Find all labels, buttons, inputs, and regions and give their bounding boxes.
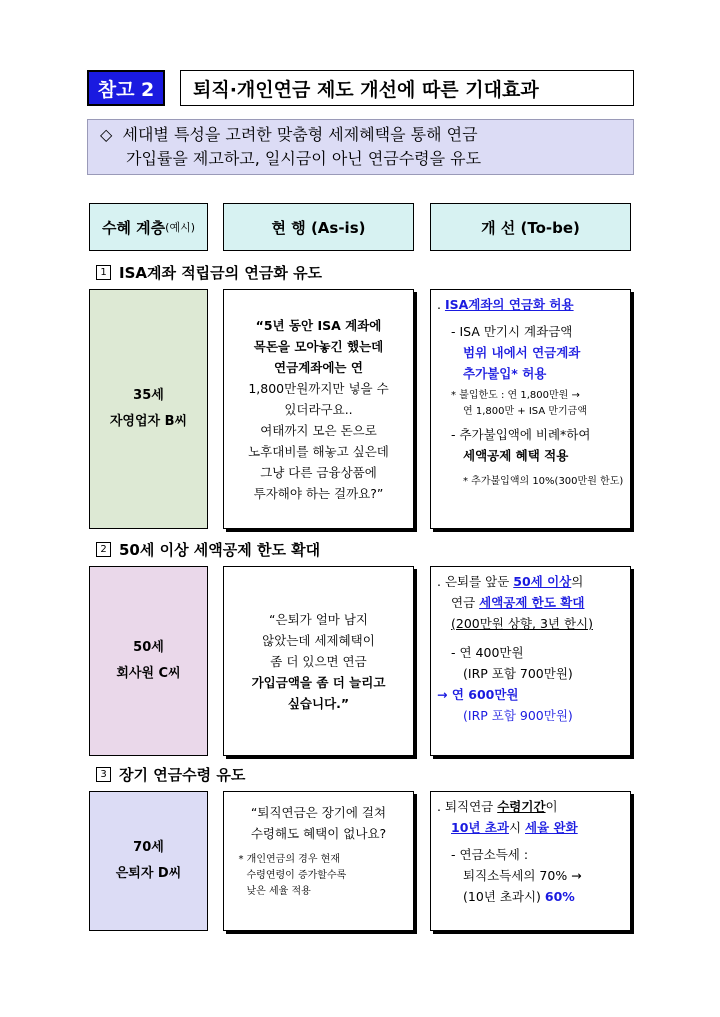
persona-3-age: 70세 <box>133 840 164 855</box>
reference-tag: 참고 2 <box>87 70 165 106</box>
quote-1-line: 연금계좌에는 연 <box>274 359 363 375</box>
tobe-1-line: - ISA 만기시 계좌금액 <box>451 324 573 339</box>
tobe-1-head: . ISA계좌의 연금화 허용 <box>437 297 574 312</box>
section-3-title <box>96 764 245 785</box>
quote-2-line: 싶습니다.” <box>287 695 350 711</box>
quote-2-line: 좀 더 있으면 연금 <box>270 653 367 669</box>
tobe-1-head-text: ISA계좌의 연금화 허용 <box>444 297 574 312</box>
tobe-2-highlight: 세액공제 한도 확대 <box>479 595 585 610</box>
tobe-1-note: * 불입한도 : 연 1,800만원 → <box>451 390 580 401</box>
column-header-target-label: 수혜 계층 <box>101 218 166 237</box>
quote-3-note-line: 수령연령이 증가할수록 <box>246 870 347 881</box>
column-header-tobe: 개 선 (To-be) <box>430 203 631 251</box>
tobe-2-line <box>437 571 624 592</box>
persona-1-age: 35세 <box>133 388 164 403</box>
quote-1-line: 목돈을 모아놓긴 했는데 <box>253 338 384 354</box>
section-1-title <box>96 262 322 283</box>
tobe-2 <box>430 566 631 756</box>
tobe-3-text: 이 <box>545 799 558 814</box>
quote-3-line: 수령해도 혜택이 없나요? <box>250 826 387 841</box>
tobe-3-highlight: 60% <box>544 889 575 904</box>
section-1-title-text: ISA계좌 적립금의 연금화 유도 <box>119 264 323 282</box>
tobe-2-text: 연금 <box>451 595 480 610</box>
summary-text-1: 세대별 특성을 고려한 맞춤형 세제혜택을 통해 연금 <box>122 125 478 144</box>
tobe-1-note: * 추가불입액의 10%(300만원 한도) <box>463 476 624 487</box>
tobe-2-text: 의 <box>571 574 584 589</box>
diamond-bullet-icon: ◇ <box>100 125 113 144</box>
quote-1 <box>223 289 414 529</box>
tobe-3-highlight: 10년 초과 <box>451 820 509 835</box>
section-1-number: 1 <box>96 265 111 280</box>
tobe-1-line: - 추가불입액에 비례*하여 <box>451 427 591 442</box>
tobe-3-highlight: 세율 완화 <box>525 820 578 835</box>
persona-3-role: 은퇴자 D씨 <box>115 866 182 881</box>
tobe-1-line: 범위 내에서 연금계좌 <box>463 345 581 360</box>
tobe-3-line: - 연금소득세 : <box>451 847 529 862</box>
quote-1-line: 1,800만원까지만 넣을 수 <box>248 380 389 396</box>
tobe-2-line: (IRP 포함 900만원) <box>463 708 573 723</box>
persona-1-role: 자영업자 B씨 <box>109 414 188 429</box>
tobe-2-text: . 은퇴를 앞둔 <box>437 574 514 589</box>
quote-1-line: 여태까지 모은 돈으로 <box>260 422 377 438</box>
quote-3 <box>223 791 414 931</box>
section-3-number: 3 <box>96 767 111 782</box>
section-2-number: 2 <box>96 542 111 557</box>
quote-1-line: 투자해야 하는 걸까요?” <box>253 485 384 501</box>
quote-2-line: “은퇴가 얼마 남지 <box>269 611 368 627</box>
persona-3 <box>89 791 208 931</box>
quote-1-line: 노후대비를 해놓고 싶은데 <box>248 443 389 459</box>
quote-2-line: 가입금액을 좀 더 늘리고 <box>251 674 386 690</box>
section-2-title <box>96 539 320 560</box>
quote-1-line: “5년 동안 ISA 계좌에 <box>255 317 382 333</box>
summary-line-1 <box>100 123 633 147</box>
quote-3-note <box>239 852 399 900</box>
tobe-1-line: 추가불입* 허용 <box>463 366 547 381</box>
quote-2-line: 않았는데 세제혜택이 <box>262 632 375 648</box>
tobe-3-highlight: 수령기간 <box>497 799 546 814</box>
column-header-asis: 현 행 (As-is) <box>223 203 414 251</box>
quote-3-note-line: 낮은 세율 적용 <box>246 886 311 897</box>
tobe-3-line: 퇴직소득세의 70% → <box>463 868 582 883</box>
section-3-title-text: 장기 연금수령 유도 <box>119 766 246 784</box>
persona-2 <box>89 566 208 756</box>
tobe-3-line <box>437 796 624 817</box>
tobe-2-line: - 연 400만원 <box>451 645 524 660</box>
persona-2-role: 회사원 C씨 <box>116 666 181 681</box>
tobe-3-text: . 퇴직연금 <box>437 799 498 814</box>
tobe-3-line <box>437 817 624 838</box>
section-2-title-text: 50세 이상 세액공제 한도 확대 <box>119 541 321 559</box>
quote-3-line: “퇴직연금은 장기에 걸쳐 <box>250 805 387 820</box>
tobe-2-highlight: 50세 이상 <box>513 574 572 589</box>
persona-2-age: 50세 <box>133 640 164 655</box>
tobe-3-line <box>437 886 624 907</box>
tobe-1 <box>430 289 631 529</box>
tobe-3-text: 시 <box>508 820 526 835</box>
quote-1-line: 있더라구요.. <box>284 401 353 417</box>
tobe-3-text: (10년 초과시) <box>463 889 545 904</box>
tobe-2-line <box>437 592 624 613</box>
tobe-1-line: 세액공제 혜택 적용 <box>463 448 569 463</box>
quote-1-line: 그냥 다른 금융상품에 <box>260 464 377 480</box>
persona-1 <box>89 289 208 529</box>
tobe-1-note: 연 1,800만 + ISA 만기금액 <box>463 406 588 417</box>
column-header-target <box>89 203 208 251</box>
summary-line-2: 가입률을 제고하고, 일시금이 아닌 연금수령을 유도 <box>126 149 482 168</box>
tobe-3 <box>430 791 631 931</box>
quote-2 <box>223 566 414 756</box>
tobe-2-line: (IRP 포함 700만원) <box>463 666 573 681</box>
summary-box <box>87 119 634 175</box>
tobe-2-line: → 연 600만원 <box>437 687 519 702</box>
tobe-2-line: (200만원 상향, 3년 한시) <box>451 616 593 631</box>
column-header-target-note: (예시) <box>165 221 196 234</box>
page-title: 퇴직·개인연금 제도 개선에 따른 기대효과 <box>180 70 634 106</box>
quote-3-note-line: * 개인연금의 경우 현재 <box>238 854 340 865</box>
